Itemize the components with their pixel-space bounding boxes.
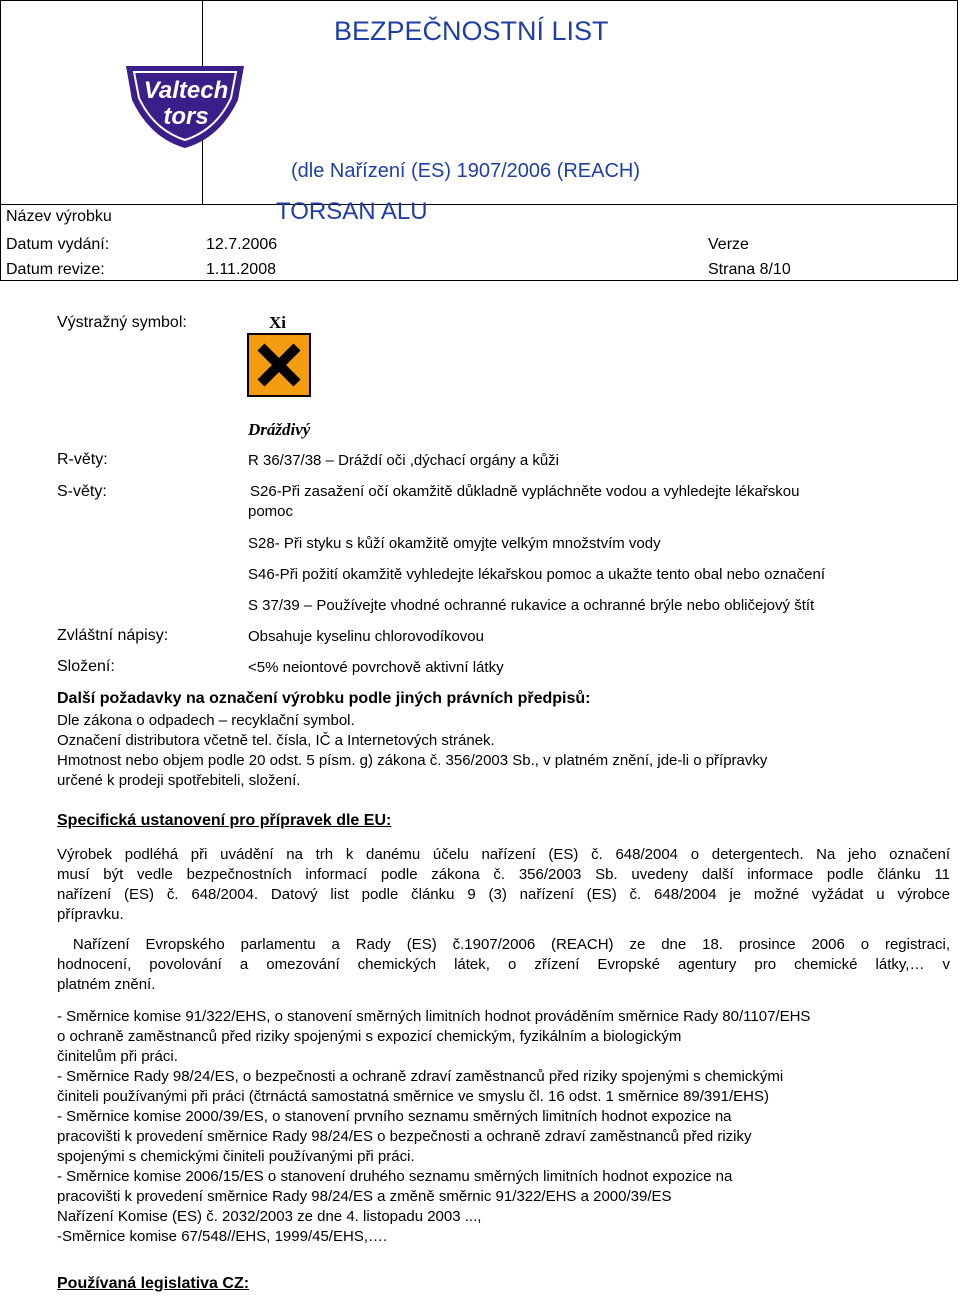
warning-symbol-label: Výstražný symbol: <box>57 314 187 331</box>
eu-p3-line: pracovišti k provedení směrnice Rady 98/24/ES a změně směrnic 91/322/EHS a 2000/39/ES <box>57 1188 672 1205</box>
issue-date-label: Datum vydání: <box>6 236 110 253</box>
revision-date-value: 1.11.2008 <box>206 261 276 278</box>
document-title: BEZPEČNOSTNÍ LIST <box>334 16 609 46</box>
document-subtitle: (dle Nařízení (ES) 1907/2006 (REACH) <box>291 160 641 182</box>
eu-p1-line: přípravku. <box>57 906 124 923</box>
eu-p1-line: Výrobek podléhá při uvádění na trh k danému účelu nařízení (ES) č. 648/2004 o detergentech. Na jeho označení <box>57 846 950 863</box>
s-phrase-26-cont: pomoc <box>248 503 294 520</box>
eu-p2-line: Nařízení Evropského parlamentu a Rady (ES) č.1907/2006 (REACH) ze dne 18. prosince 2006 o registraci, <box>57 936 950 953</box>
s-phrase-26: S26-Při zasažení očí okamžitě důkladně vypláchněte vodou a vyhledejte lékařskou <box>250 483 800 500</box>
revision-date-label: Datum revize: <box>6 261 105 278</box>
eu-p1-line: musí být vedle bezpečnostních informací podle zákona č. 356/2003 Sb. uvedeny další informace podle článku 11 <box>57 866 950 883</box>
product-name: TORSAN ALU <box>276 198 428 225</box>
logo-text-1: Valtech <box>143 77 229 104</box>
composition-label: Složení: <box>57 658 115 675</box>
eu-p2-line: hodnocení, povolování a omezování chemických látek, o zřízení Evropské agentury pro chemické látky,… v <box>57 956 950 973</box>
s-phrase-37-39: S 37/39 – Používejte vhodné ochranné rukavice a ochranné brýle nebo obličejový štít <box>248 597 815 614</box>
eu-paragraph-1 <box>57 845 950 925</box>
company-logo <box>120 60 250 150</box>
symbol-code: Xi <box>269 313 286 332</box>
s-phrase-28: S28- Při styku s kůží okamžitě omyjte velkým množstvím vody <box>248 535 661 552</box>
logo-text-2: tors <box>163 103 209 130</box>
irritant-hazard-icon <box>247 333 311 397</box>
eu-heading: Specifická ustanovení pro přípravek dle EU: <box>57 812 392 829</box>
r-phrases-label: R-věty: <box>57 451 108 468</box>
page-number: Strana 8/10 <box>708 261 791 278</box>
eu-paragraph-3 <box>57 1007 950 1247</box>
eu-p3-line: o ochraně zaměstnanců před riziky spojenými s expozicí chemickým, fyzikálním a biologickým <box>57 1028 682 1045</box>
logo-shield-icon <box>120 60 250 150</box>
issue-date-value: 12.7.2006 <box>206 236 278 253</box>
eu-p3-line: - Směrnice Rady 98/24/ES, o bezpečnosti a ochraně zdraví zaměstnanců před riziky spojenými s chemickými <box>57 1068 784 1085</box>
r-phrases-text: R 36/37/38 – Dráždí oči ,dýchací orgány a kůži <box>248 452 560 469</box>
s-phrase-46: S46-Při požití okamžitě vyhledejte lékařskou pomoc a ukažte tento obal nebo označení <box>248 566 826 583</box>
eu-paragraph-2 <box>57 935 950 995</box>
eu-p3-line: - Směrnice komise 91/322/EHS, o stanovení směrných limitních hodnot prováděním směrnice Rady 80/1107/EHS <box>57 1008 811 1025</box>
symbol-name: Dráždivý <box>248 420 311 439</box>
header-divider-horizontal <box>0 204 958 205</box>
other-req-line: určené k prodeji spotřebiteli, složení. <box>57 772 301 789</box>
eu-p3-line: -Směrnice komise 67/548//EHS, 1999/45/EHS,…. <box>57 1228 388 1245</box>
s-phrases-label: S-věty: <box>57 483 107 500</box>
other-requirements-list <box>57 711 950 791</box>
version-label: Verze <box>708 236 749 253</box>
product-label: Název výrobku <box>6 208 112 225</box>
other-req-line: Dle zákona o odpadech – recyklační symbol. <box>57 712 355 729</box>
other-requirements-heading: Další požadavky na označení výrobku podle jiných právních předpisů: <box>57 690 591 707</box>
eu-p3-line: činiteli používanými při práci (čtrnáctá samostatná směrnice ve smyslu čl. 16 odst. 1 směrnice 89/391/EHS) <box>57 1088 769 1105</box>
special-text: Obsahuje kyselinu chlorovodíkovou <box>248 628 484 645</box>
special-label: Zvláštní nápisy: <box>57 627 169 644</box>
cz-legislation-heading: Používaná legislativa CZ: <box>57 1275 250 1292</box>
eu-p3-line: spojenými s chemickými činiteli používanými při práci. <box>57 1148 415 1165</box>
eu-p3-line: - Směrnice komise 2000/39/ES, o stanovení prvního seznamu směrných limitních hodnot expozice na <box>57 1108 732 1125</box>
other-req-line: Hmotnost nebo objem podle 20 odst. 5 písm. g) zákona č. 356/2003 Sb., v platném znění, jde-li o přípravky <box>57 752 768 769</box>
eu-p3-line: pracovišti k provedení směrnice Rady 98/24/ES o bezpečnosti a ochraně zdraví zaměstnanců před riziky <box>57 1128 752 1145</box>
composition-text: <5% neiontové povrchově aktivní látky <box>248 659 504 676</box>
eu-p3-line: - Směrnice komise 2006/15/ES o stanovení druhého seznamu směrných limitních hodnot expozice na <box>57 1168 733 1185</box>
eu-p3-line: činitelům při práci. <box>57 1048 178 1065</box>
other-req-line: Označení distributora včetně tel. čísla, IČ a Internetových stránek. <box>57 732 495 749</box>
eu-p1-line: nařízení (ES) č. 648/2004. Datový list podle článku 9 (3) nařízení (ES) č. 648/2004 je možné vyžádat u výrobce <box>57 886 950 903</box>
eu-p3-line: Nařízení Komise (ES) č. 2032/2003 ze dne 4. listopadu 2003 ..., <box>57 1208 482 1225</box>
eu-p2-line: platném znění. <box>57 976 156 993</box>
